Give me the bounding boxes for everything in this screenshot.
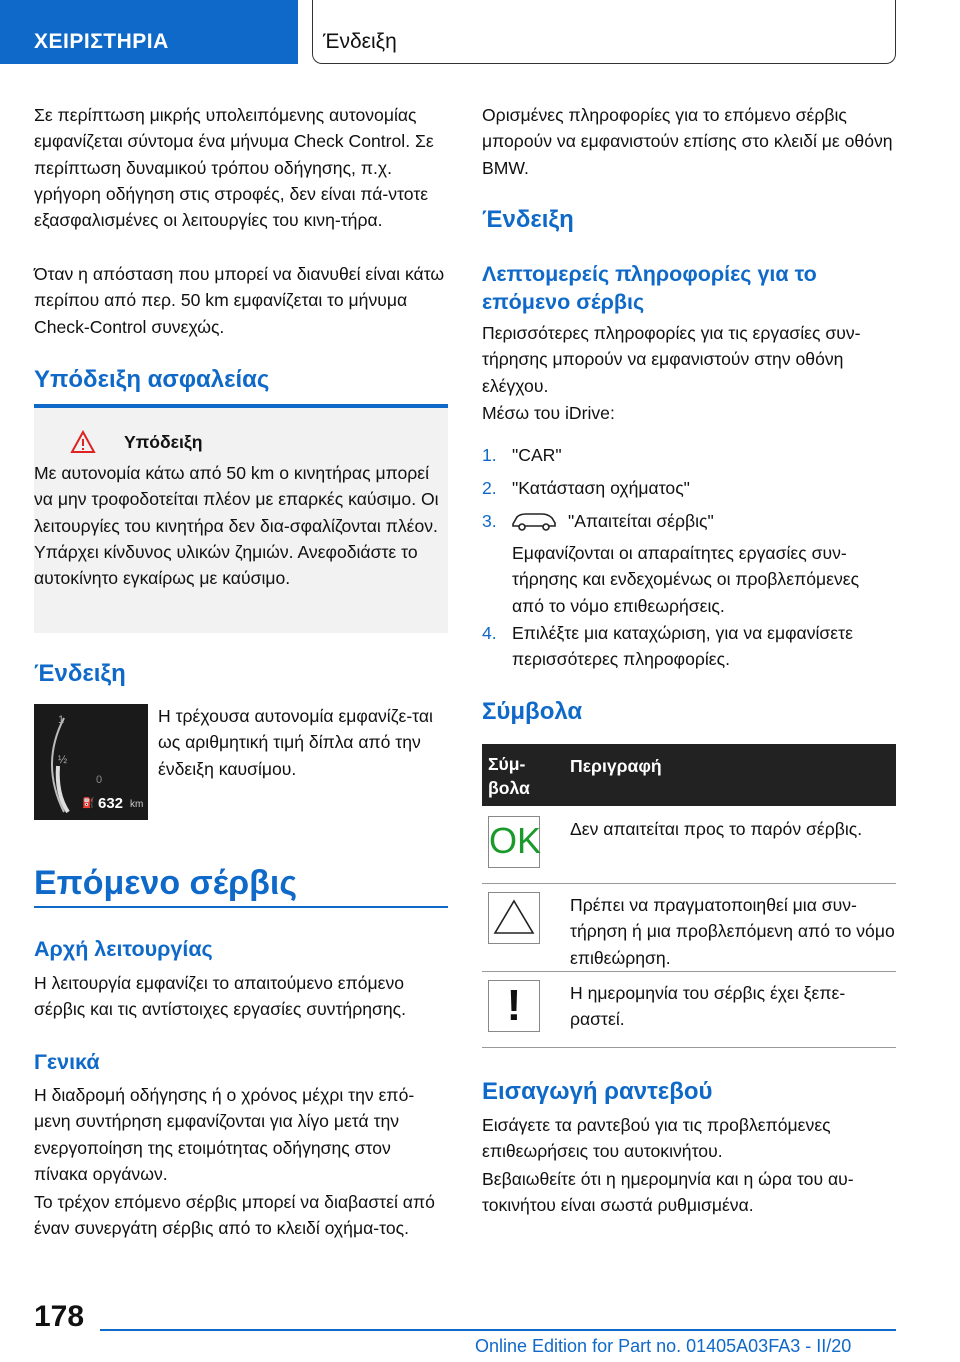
symbol-triangle-desc: Πρέπει να πραγματοποιηθεί μια συν-τήρηση ή μια προβλεπόμενη από το νόμο επιθεώρηση.: [570, 895, 895, 968]
details-heading: Λεπτομερείς πληροφορίες για το επόμενο σέρβις: [482, 262, 817, 314]
triangle-symbol-icon: [488, 892, 540, 944]
fuel-gauge-image: [34, 704, 148, 820]
step-number: 4.: [482, 623, 497, 643]
section-title: ΧΕΙΡΙΣΤΗΡΙΑ: [34, 30, 169, 53]
step-detail-text: Εμφανίζονται οι απαραίτητες εργασίες συν-τήρησης και ενδεχομένως οι προβλεπόμενες από το νόμο επιθεωρήσεις.: [512, 543, 860, 616]
symbol-ok-desc: Δεν απαιτείται προς το παρόν σέρβις.: [570, 819, 863, 839]
display-heading: Ένδειξη: [34, 660, 126, 687]
footer-divider: [100, 1329, 896, 1331]
table-row-divider: [482, 883, 896, 884]
appointment-text-2: Βεβαιωθείτε ότι η ημερομηνία και η ώρα του αυ-τοκινήτου είναι σωστά ρυθμισμένα.: [482, 1169, 854, 1216]
warning-text: Με αυτονομία κάτω από 50 km ο κινητήρας μπορεί να μην τροφοδοτείται πλέον με επαρκές καύσιμο. Οι λειτουργίες του κινητήρα δεν δια-σφαλίζονται πλέον. Υπάρχει κίνδυνος υλικών ζημιών. Ανεφοδιάστε το αυτοκίνητο εγκαίρως με καύσιμο.: [34, 463, 439, 589]
fuel-pump-icon: ⛽: [82, 798, 95, 809]
symbols-table-header: [482, 744, 896, 806]
exclamation-symbol-text: !: [506, 981, 522, 1030]
step-text: "Κατάσταση οχήματος": [512, 478, 690, 498]
gauge-range-unit: km: [130, 799, 144, 810]
gauge-tick-half: ½: [58, 754, 68, 766]
section-tab: [0, 0, 298, 64]
col-description-header: Περιγραφή: [570, 756, 662, 776]
step-text: "Απαιτείται σέρβις": [568, 511, 714, 531]
ok-symbol-text: OK: [489, 820, 542, 861]
table-row-divider: [482, 1047, 896, 1048]
general-text: Η διαδρομή οδήγησης ή ο χρόνος μέχρι την επό-μενη συντήρηση εμφανίζονται για λίγο μετά την ενεργοποίηση της ετοιμότητας οδήγησης στον πίνακα οργάνων.: [34, 1085, 415, 1184]
edition-note: Online Edition for Part no. 01405A03FA3 - II/20: [475, 1336, 852, 1356]
table-row-divider: [482, 971, 896, 972]
principle-text: Η λειτουργία εμφανίζει το απαιτούμενο επόμενο σέρβις και τις αντίστοιχες εργασίες συντήρησης.: [34, 973, 407, 1020]
appointment-heading: Εισαγωγή ραντεβού: [482, 1078, 713, 1105]
key-display-text: Ορισμένες πληροφορίες για το επόμενο σέρβις μπορούν να εμφανιστούν επίσης στο κλειδί με οθόνη BMW.: [482, 105, 893, 178]
general-text-2: Το τρέχον επόμενο σέρβις μπορεί να διαβαστεί από έναν συνεργάτη σέρβις από το κλειδί οχήμα-τος.: [34, 1192, 435, 1239]
range-paragraph-2: Όταν η απόσταση που μπορεί να διανυθεί είναι κάτω περίπου από περ. 50 km εμφανίζεται το μήνυμα Check-Control συνεχώς.: [34, 264, 445, 337]
details-text: Περισσότερες πληροφορίες για τις εργασίες συν-τήρησης μπορούν να εμφανιστούν στην οθόνη ελέγχου.: [482, 323, 861, 396]
exclamation-symbol-icon: [488, 980, 540, 1032]
step-text: "CAR": [512, 445, 562, 465]
topic-title: Ένδειξη: [323, 30, 397, 53]
gauge-tick-1: 1: [58, 714, 65, 726]
next-service-heading: Επόμενο σέρβις: [34, 864, 298, 902]
col-symbols-header: Σύμ-βολα: [488, 754, 530, 798]
triangle-outline-icon: [489, 893, 539, 943]
gauge-tick-0: 0: [96, 774, 103, 786]
step-number: 2.: [482, 478, 497, 498]
range-paragraph: Σε περίπτωση μικρής υπολειπόμενης αυτονομίας εμφανίζεται σύντομα ένα μήνυμα Check Control. Σε περίπτωση δυναμικού τρόπου οδήγησης, π.χ. γρήγορη οδήγηση στις στροφές, δεν είναι πά-ντοτε εξασφαλισμένες οι λειτουργίες του κινη-τήρα.: [34, 105, 434, 231]
gauge-range-value: 632: [98, 795, 124, 812]
display-text: Η τρέχουσα αυτονομία εμφανίζε-ται ως αριθμητική τιμή δίπλα από την ένδειξη καυσίμου.: [158, 706, 433, 779]
next-service-divider: [34, 906, 448, 908]
symbol-exclamation-desc: Η ημερομηνία του σέρβις έχει ξεπε-ραστεί.: [570, 983, 846, 1030]
topic-tab: [312, 0, 896, 64]
general-heading: Γενικά: [34, 1050, 100, 1074]
principle-heading: Αρχή λειτουργίας: [34, 937, 213, 961]
right-display-heading: Ένδειξη: [482, 206, 574, 233]
safety-heading: Υπόδειξη ασφαλείας: [34, 366, 270, 393]
car-service-icon: [510, 510, 558, 532]
warning-triangle-icon: [70, 430, 96, 454]
step-number: 3.: [482, 511, 497, 531]
step-text: Επιλέξτε μια καταχώριση, για να εμφανίσετε περισσότερες πληροφορίες.: [512, 623, 853, 670]
idrive-steps-list: [482, 442, 896, 672]
appointment-text: Εισάγετε τα ραντεβού για τις προβλεπόμενες επιθεωρήσεις του αυτοκινήτου.: [482, 1115, 831, 1162]
ok-symbol-icon: [488, 816, 540, 868]
warning-title: Υπόδειξη: [124, 432, 203, 452]
idrive-intro: Μέσω του iDrive:: [482, 403, 615, 423]
step-number: 1.: [482, 445, 497, 465]
warning-box: [34, 408, 448, 633]
symbols-heading: Σύμβολα: [482, 698, 583, 725]
page-number: 178: [34, 1300, 85, 1333]
